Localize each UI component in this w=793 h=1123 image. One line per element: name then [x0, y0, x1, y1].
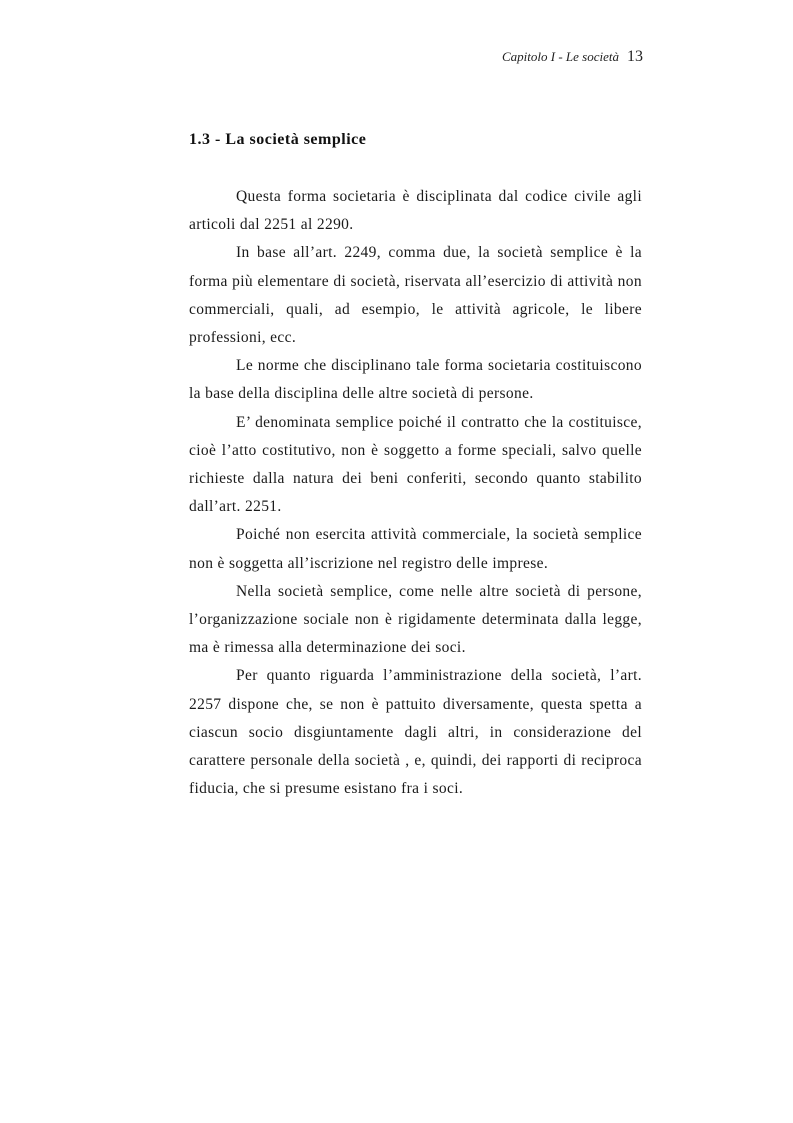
paragraph: Poiché non esercita attività commerciale, la società semplice non è soggetta all’iscrizione nel registro delle imprese.	[189, 526, 642, 572]
running-header	[502, 48, 643, 66]
paragraph: Le norme che disciplinano tale forma societaria costituiscono la base della disciplina delle altre società di persone.	[189, 357, 642, 403]
paragraph: In base all’art. 2249, comma due, la società semplice è la forma più elementare di società, riservata all’esercizio di attività non commerciali, quali, ad esempio, le attività agricole, le libere professioni, ecc.	[189, 244, 642, 347]
paragraph: Nella società semplice, come nelle altre società di persone, l’organizzazione sociale non è rigidamente determinata dalla legge, ma è rimessa alla determinazione dei soci.	[189, 582, 642, 657]
paragraph: Per quanto riguarda l’amministrazione della società, l’art. 2257 dispone che, se non è pattuito diversamente, questa spetta a ciascun socio disgiuntamente dagli altri, in considerazione del carattere personale della società , e, quindi, dei rapporti di reciproca fiducia, che si presume esistano fra i soci.	[189, 667, 642, 798]
paragraph: E’ denominata semplice poiché il contratto che la costituisce, cioè l’atto costitutivo, non è soggetto a forme speciali, salvo quelle richieste dalla natura dei beni conferiti, secondo quanto stabilito dall’art. 2251.	[189, 413, 642, 516]
section-title: 1.3 - La società semplice	[189, 131, 367, 148]
running-title: Capitolo I - Le società	[502, 49, 619, 64]
page-number: 13	[627, 48, 643, 65]
body-text	[189, 183, 642, 803]
paragraph: Questa forma societaria è disciplinata dal codice civile agli articoli dal 2251 al 2290.	[189, 188, 642, 234]
